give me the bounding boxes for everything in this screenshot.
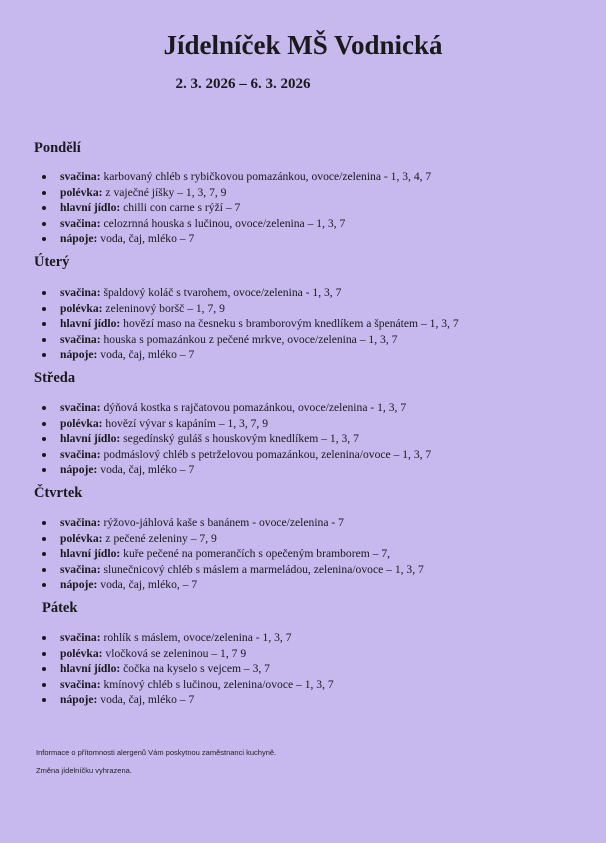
item-label: svačina: [60,631,101,644]
day-heading-tuesday: Úterý [34,254,70,270]
bullet-icon [42,307,46,311]
day-heading-wednesday: Středa [34,370,76,386]
item-label: svačina: [60,286,101,299]
bullet-icon [42,322,46,326]
item-label: nápoje: [60,348,98,361]
item-label: hlavní jídlo: [60,201,121,214]
bullet-icon [42,453,46,457]
day-heading-friday: Pátek [42,600,78,616]
bullet-icon [42,237,46,241]
item-label: polévka: [60,416,103,430]
item-text: kuře pečené na pomerančích s opečeným bramborem – 7, [123,547,391,560]
menu-list-friday [40,630,334,708]
item-text: celozrnná houska s lučinou, ovoce/zelenina – 1, 3, 7 [103,216,346,230]
bullet-icon [42,552,46,556]
bullet-icon [42,683,46,687]
item-label: svačina: [60,677,101,691]
list-item [40,677,334,693]
item-text: voda, čaj, mléko – 7 [100,348,195,361]
menu-list-wednesday [40,400,431,478]
list-item [40,515,424,531]
bullet-icon [42,406,46,410]
list-item [40,231,431,247]
item-text: špaldový koláč s tvarohem, ovoce/zelenina - 1, 3, 7 [103,286,342,299]
item-text: chilli con carne s rýží – 7 [123,201,241,214]
list-item [40,400,431,416]
bullet-icon [42,667,46,671]
item-text: voda, čaj, mléko – 7 [100,463,195,476]
bullet-icon [42,468,46,472]
bullet-icon [42,291,46,295]
item-text: hovězí vývar s kapáním – 1, 3, 7, 9 [105,416,269,430]
bullet-icon [42,652,46,656]
list-item [40,347,459,363]
bullet-icon [42,353,46,357]
item-label: svačina: [60,332,101,346]
item-text: segedínský guláš s houskovým knedlíkem – 1, 3, 7 [123,432,359,445]
list-item [40,316,459,332]
item-label: hlavní jídlo: [60,662,121,675]
list-item [40,169,431,185]
item-label: nápoje: [60,232,98,245]
item-text: voda, čaj, mléko – 7 [100,693,195,706]
menu-list-thursday [40,515,424,593]
item-text: dýňová kostka s rajčatovou pomazánkou, ovoce/zelenina - 1, 3, 7 [103,401,407,414]
bullet-icon [42,222,46,226]
allergen-notice: Informace o přítomnosti alergenů Vám poskytnou zaměstnanci kuchyně. [36,748,277,757]
item-label: polévka: [60,531,103,545]
list-item [40,462,431,478]
list-item [40,200,431,216]
list-item [40,546,424,562]
list-item [40,216,431,232]
bullet-icon [42,568,46,572]
list-item [40,332,459,348]
bullet-icon [42,583,46,587]
page-title: Jídelníček MŠ Vodnická [163,30,443,60]
bullet-icon [42,191,46,195]
item-label: svačina: [60,447,101,461]
list-item [40,577,424,593]
item-text: rýžovo-jáhlová kaše s banánem - ovoce/zelenina - 7 [103,516,344,529]
item-text: rohlík s máslem, ovoce/zelenina - 1, 3, 7 [103,631,292,644]
item-label: nápoje: [60,463,98,476]
day-heading-monday: Pondělí [34,140,81,156]
bullet-icon [42,636,46,640]
item-label: polévka: [60,301,103,315]
item-text: čočka na kyselo s vejcem – 3, 7 [123,662,270,675]
menu-list-tuesday [40,285,459,363]
list-item [40,692,334,708]
list-item [40,531,424,547]
bullet-icon [42,175,46,179]
item-label: svačina: [60,401,101,414]
list-item [40,661,334,677]
list-item [40,431,431,447]
item-text: z vaječné jíšky – 1, 3, 7, 9 [105,185,227,199]
list-item [40,285,459,301]
item-label: svačina: [60,562,101,576]
item-label: polévka: [60,646,103,660]
item-text: voda, čaj, mléko – 7 [100,232,195,245]
bullet-icon [42,437,46,441]
item-label: nápoje: [60,693,98,706]
list-item [40,447,431,463]
list-item [40,562,424,578]
bullet-icon [42,537,46,541]
bullet-icon [42,206,46,210]
item-text: podmáslový chléb s petrželovou pomazánkou, zelenina/ovoce – 1, 3, 7 [103,447,432,461]
item-label: hlavní jídlo: [60,317,121,330]
item-label: svačina: [60,516,101,529]
list-item [40,646,334,662]
item-text: slunečnicový chléb s máslem a marmeládou, zelenina/ovoce – 1, 3, 7 [103,562,424,576]
list-item [40,416,431,432]
item-text: vločková se zeleninou – 1, 7 9 [105,646,247,660]
bullet-icon [42,338,46,342]
bullet-icon [42,422,46,426]
date-range: 2. 3. 2026 – 6. 3. 2026 [175,76,311,92]
item-text: z pečené zeleniny – 7, 9 [105,531,217,545]
item-label: polévka: [60,185,103,199]
list-item [40,185,431,201]
item-label: hlavní jídlo: [60,547,121,560]
item-text: zeleninový boršč – 1, 7, 9 [105,301,225,315]
list-item [40,630,334,646]
item-label: svačina: [60,170,101,183]
item-text: voda, čaj, mléko, – 7 [100,578,198,591]
list-item [40,301,459,317]
menu-list-monday [40,169,431,247]
item-text: kmínový chléb s lučinou, zelenina/ovoce – 1, 3, 7 [103,677,334,691]
item-text: karbovaný chléb s rybičkovou pomazánkou, ovoce/zelenina - 1, 3, 4, 7 [103,170,432,183]
item-label: svačina: [60,216,101,230]
item-label: nápoje: [60,578,98,591]
bullet-icon [42,698,46,702]
day-heading-thursday: Čtvrtek [34,485,83,501]
bullet-icon [42,521,46,525]
item-text: hovězí maso na česneku s bramborovým knedlíkem a špenátem – 1, 3, 7 [123,317,459,330]
menu-change-notice: Změna jídelníčku vyhrazena. [36,766,132,775]
item-label: hlavní jídlo: [60,432,121,445]
item-text: houska s pomazánkou z pečené mrkve, ovoce/zelenina – 1, 3, 7 [103,332,398,346]
